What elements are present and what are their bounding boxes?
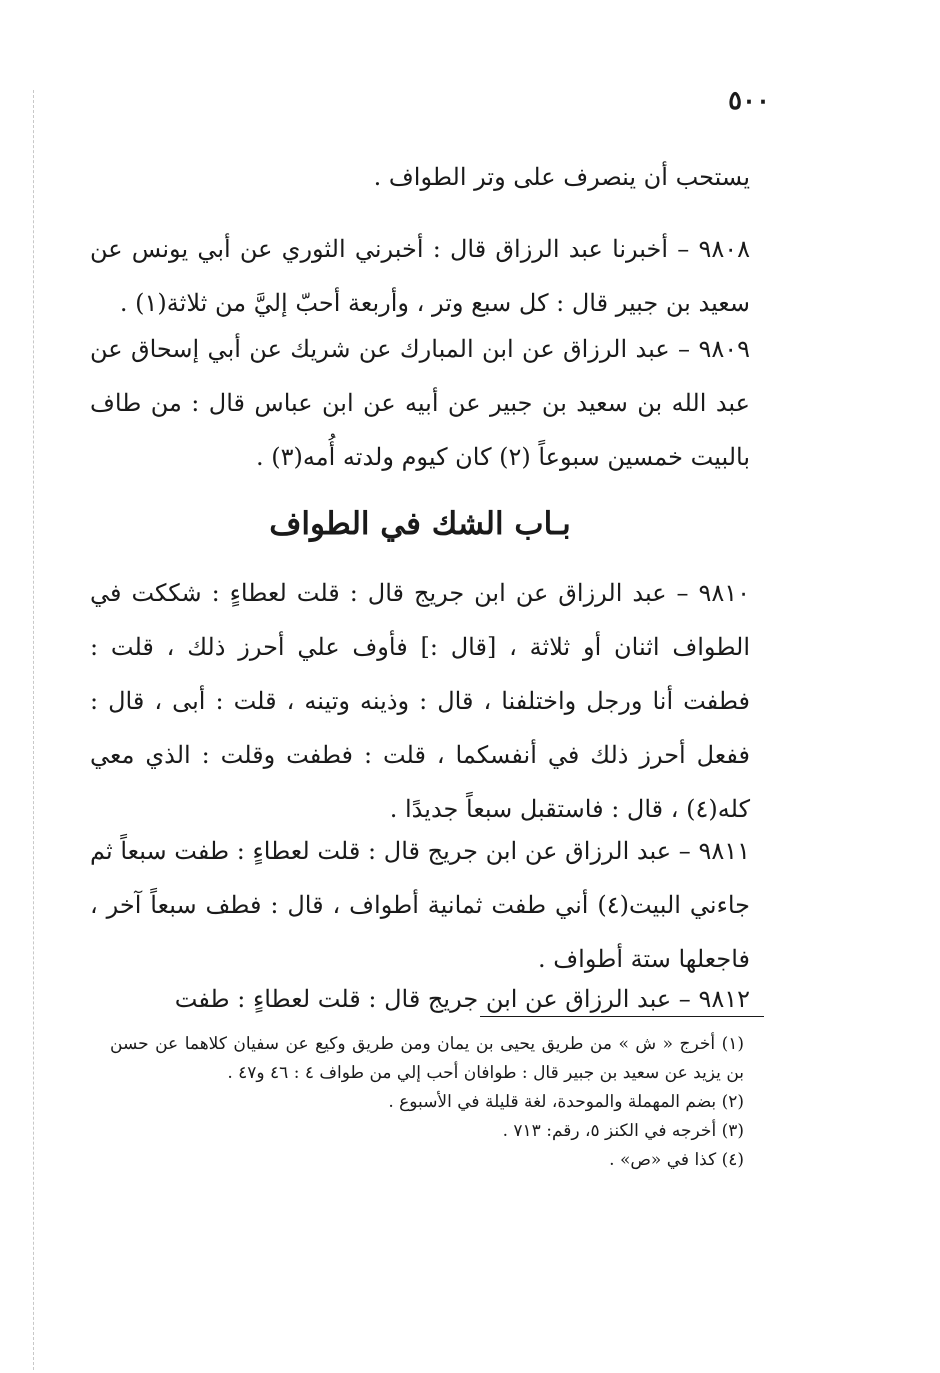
paragraph-text: ٩٨٠٩ – عبد الرزاق عن ابن المبارك عن شريك عن أبي إسحاق عن عبد الله بن سعيد بن جبير عن أبيه عن ابن عباس قال : من طاف بالبيت خمسين سبوعاً (٢) كان كيوم ولدته أُمه(٣) . [90, 335, 750, 471]
hadith-9810 [90, 566, 750, 836]
paragraph-text: ٩٨٠٨ – أخبرنا عبد الرزاق قال : أخبرني الثوري عن أبي يونس عن سعيد بن جبير قال : كل سبع وتر ، وأربعة أحبّ إليَّ من ثلاثة(١) . [90, 235, 750, 317]
footnotes [110, 1030, 750, 1175]
paragraph-text: يستحب أن ينصرف على وتر الطواف . [373, 163, 750, 191]
paragraph-continuation [90, 150, 750, 204]
paragraph-text: ٩٨١٢ – عبد الرزاق عن ابن جريج قال : قلت لعطاءٍ : طفت [174, 985, 750, 1013]
chapter-title: بـاب الشك في الطواف [269, 506, 571, 542]
footnote-1: (١) أخرج « ش » من طريق يحيى بن يمان ومن طريق وكيع عن سفيان كلاهما عن حسن بن يزيد عن سعيد بن جبير قال : طوافان أحب إلي من طواف ٤ : ٤٦ و٤٧ . [110, 1034, 744, 1083]
paragraph-text: ٩٨١١ – عبد الرزاق عن ابن جريج قال : قلت لعطاءٍ : طفت سبعاً ثم جاءني البيت(٤) أني طفت ثمانية أطواف ، قال : فطف سبعاً آخر ، فاجعلها ستة أطواف . [90, 837, 750, 973]
hadith-9809 [90, 322, 750, 484]
hadith-9808 [90, 222, 750, 330]
hadith-9812 [90, 972, 750, 1026]
footnote-4: (٤) كذا في «ص» . [609, 1150, 744, 1170]
footnote-3: (٣) أخرجه في الكنز ٥، رقم: ٧١٣ . [502, 1121, 744, 1141]
scan-edge-line [33, 90, 34, 1370]
hadith-9811 [90, 824, 750, 986]
paragraph-text: ٩٨١٠ – عبد الرزاق عن ابن جريج قال : قلت لعطاءٍ : شككت في الطواف اثنان أو ثلاثة ، [قال :] فأوف علي أحرز ذلك ، قلت : فطفت أنا ورجل واختلفنا ، قال : وذينه وتينه ، قلت : أبى ، قال : ففعل أحرز ذلك في أنفسكما ، قلت : فطفت وقلت : الذي معي كله(٤) ، قال : فاستقبل سبعاً جديدًا . [90, 579, 751, 823]
page-number: ٥٠٠ [728, 86, 770, 116]
footnote-2: (٢) بضم المهملة والموحدة، لغة قليلة في الأسبوع . [388, 1092, 744, 1112]
footnote-divider [480, 1016, 764, 1017]
